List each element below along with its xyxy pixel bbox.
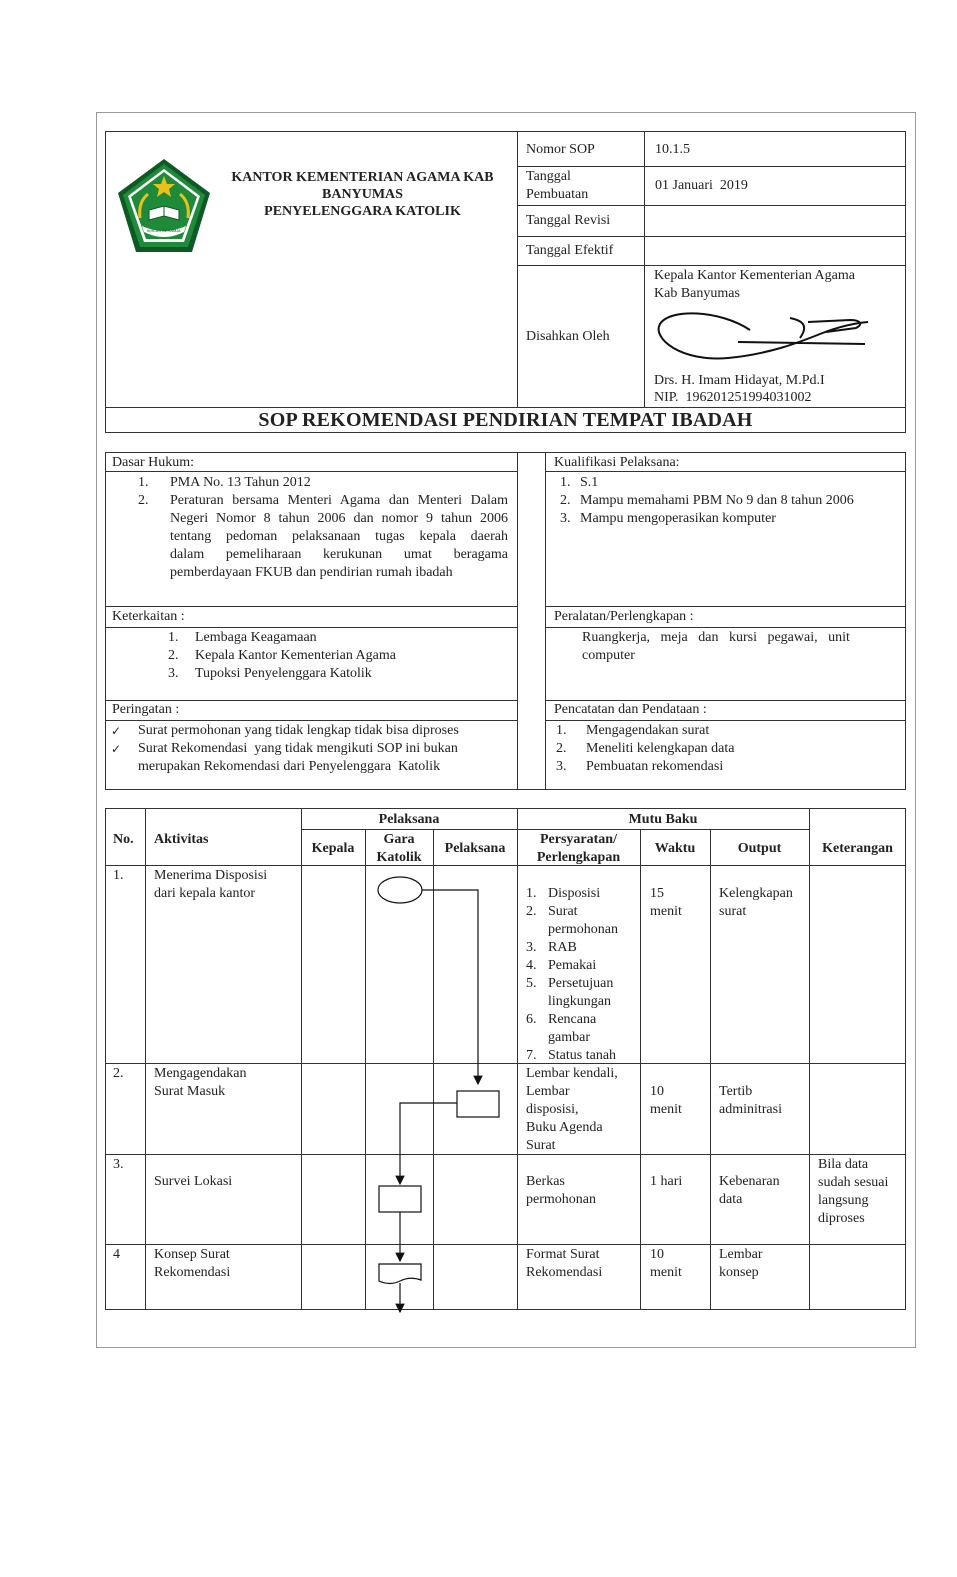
value-tanggal-pembuatan: 01 Januari 2019 <box>655 178 748 193</box>
row-2-output-line-1: Tertib <box>719 1084 753 1099</box>
table-row-4-output <box>719 1246 763 1282</box>
row-3-waktu-line-1: 1 hari <box>650 1174 683 1189</box>
keterkaitan-item-1: Lembaga Keagamaan <box>195 630 317 645</box>
dasar-hukum-item-2-line-4: dalam pemeliharaan kerukunan umat beragama <box>170 547 508 562</box>
pencatatan-num-2: 2. <box>556 741 567 756</box>
header-gara-1: Gara <box>383 832 415 847</box>
peringatan-item-2-cont: merupakan Rekomendasi dari Penyelenggara Katolik <box>138 759 441 774</box>
keterkaitan-item-2: Kepala Kantor Kementerian Agama <box>195 648 396 663</box>
row-3-output-line-2: data <box>719 1192 743 1207</box>
persyaratan-item: Surat <box>548 904 578 919</box>
dasar-hukum-item-2-line-1: Peraturan bersama Menteri Agama dan Menteri Dalam <box>170 493 508 508</box>
row-2-output-line-2: adminitrasi <box>719 1102 782 1117</box>
persyaratan-item: Status tanah <box>548 1048 617 1063</box>
persyaratan-num: 3. <box>526 940 537 955</box>
header-gara-2: Katolik <box>376 850 422 865</box>
row-2-persyaratan-line-3: disposisi, <box>526 1102 579 1117</box>
table-row-1-no: 1. <box>113 868 124 883</box>
header-kepala: Kepala <box>311 841 355 856</box>
peringatan-label: Peringatan : <box>112 702 180 717</box>
table-row-2-output <box>719 1083 782 1119</box>
table-row-2-waktu <box>650 1083 682 1119</box>
kualifikasi-item-1: S.1 <box>580 475 599 490</box>
persyaratan-num: 7. <box>526 1048 537 1063</box>
org-line-2: BANYUMAS <box>322 187 403 202</box>
pencatatan-item-1: Mengagendakan surat <box>586 723 710 738</box>
row-2-persyaratan-line-1: Lembar kendali, <box>526 1066 618 1081</box>
approver-title <box>654 267 855 303</box>
row-4-waktu-line-1: 10 <box>650 1247 664 1262</box>
table-row-4-no: 4 <box>113 1247 120 1262</box>
row-2-aktivitas-line-2: Surat Masuk <box>154 1084 226 1099</box>
row-3-keterangan-line-4: diproses <box>818 1211 865 1226</box>
dasar-hukum-item-2-line-2: Negeri Nomor 8 tahun 2006 dan nomor 9 tahun 2006 <box>170 511 508 526</box>
row-3-persyaratan-line-1: Berkas <box>526 1174 565 1189</box>
table-row-2-persyaratan <box>526 1065 618 1155</box>
persyaratan-item: permohonan <box>548 922 618 937</box>
kualifikasi-num-2: 2. <box>560 493 571 508</box>
row-2-aktivitas-line-1: Mengagendakan <box>154 1066 247 1081</box>
dasar-hukum-item-2 <box>170 492 508 582</box>
label-tanggal-pembuatan-2: Pembuatan <box>526 187 589 202</box>
dasar-hukum-item-1: PMA No. 13 Tahun 2012 <box>170 475 311 490</box>
table-row-3-aktivitas <box>154 1173 232 1191</box>
header-pelaksana-group: Pelaksana <box>378 812 440 827</box>
persyaratan-item: lingkungan <box>548 994 611 1009</box>
table-row-3-waktu <box>650 1173 682 1191</box>
header-gara-katolik <box>365 831 433 867</box>
logo-motto: IKHLAS BERAMAL <box>146 228 182 233</box>
table-row-3-output <box>719 1173 780 1209</box>
org-line-3: PENYELENGGARA KATOLIK <box>264 204 461 219</box>
keterkaitan-item-3: Tupoksi Penyelenggara Katolik <box>195 666 372 681</box>
row-3-keterangan-line-2: sudah sesuai <box>818 1175 889 1190</box>
persyaratan-num: 6. <box>526 1012 537 1027</box>
kualifikasi-item-2: Mampu memahami PBM No 9 dan 8 tahun 2006 <box>580 493 854 508</box>
approver-name: Drs. H. Imam Hidayat, M.Pd.I <box>654 373 825 388</box>
row-1-output-line-2: surat <box>719 904 747 919</box>
kualifikasi-num-3: 3. <box>560 511 571 526</box>
kualifikasi-item-3: Mampu mengoperasikan komputer <box>580 511 776 526</box>
label-nomor-sop: Nomor SOP <box>526 142 595 157</box>
row-2-persyaratan-line-4: Buku Agenda <box>526 1120 603 1135</box>
row-4-persyaratan-line-2: Rekomendasi <box>526 1265 603 1280</box>
header-no: No. <box>113 832 134 847</box>
row-1-output-line-1: Kelengkapan <box>719 886 793 901</box>
table-row-1-aktivitas <box>154 867 267 903</box>
persyaratan-item: RAB <box>548 940 577 955</box>
kemenag-logo <box>116 158 212 256</box>
persyaratan-item: Pemakai <box>548 958 597 973</box>
peralatan-line-2: computer <box>582 648 635 663</box>
peralatan-label: Peralatan/Perlengkapan : <box>554 609 694 624</box>
keterkaitan-num-1: 1. <box>168 630 179 645</box>
keterkaitan-label: Keterkaitan : <box>112 609 185 624</box>
dasar-hukum-label: Dasar Hukum: <box>112 455 195 470</box>
row-4-persyaratan-line-1: Format Surat <box>526 1247 600 1262</box>
keterkaitan-num-2: 2. <box>168 648 179 663</box>
row-4-output-line-1: Lembar <box>719 1247 763 1262</box>
header-aktivitas: Aktivitas <box>154 832 209 847</box>
row-3-aktivitas-line-1: Survei Lokasi <box>154 1174 233 1189</box>
header-persyaratan-2: Perlengkapan <box>536 850 621 865</box>
pencatatan-item-3: Pembuatan rekomendasi <box>586 759 724 774</box>
row-4-aktivitas-line-2: Rekomendasi <box>154 1265 231 1280</box>
table-row-1-waktu <box>650 885 682 921</box>
label-tanggal-revisi: Tanggal Revisi <box>526 213 611 228</box>
row-1-waktu-line-2: menit <box>650 904 682 919</box>
org-name <box>210 169 515 220</box>
dasar-hukum-item-2-line-3: tentang pedoman pelaksanaan tugas kepala daerah <box>170 529 508 544</box>
row-3-keterangan-line-3: langsung <box>818 1193 869 1208</box>
label-tanggal-pembuatan-1: Tanggal <box>526 169 571 184</box>
table-row-4-aktivitas <box>154 1246 230 1282</box>
table-row-1-output <box>719 885 793 921</box>
pencatatan-num-1: 1. <box>556 723 567 738</box>
approver-nip: NIP. 196201251994031002 <box>654 390 812 405</box>
signature <box>650 302 880 372</box>
peringatan-item-2: Surat Rekomendasi yang tidak mengikuti SOP ini bukan <box>138 741 458 756</box>
header-waktu: Waktu <box>654 841 696 856</box>
header-mutu-baku: Mutu Baku <box>628 812 698 827</box>
kualifikasi-num-1: 1. <box>560 475 571 490</box>
pencatatan-item-2: Meneliti kelengkapan data <box>586 741 735 756</box>
label-tanggal-pembuatan <box>526 168 588 204</box>
header-persyaratan <box>517 831 640 867</box>
persyaratan-item: Disposisi <box>548 886 601 901</box>
check-icon: ✓ <box>111 742 122 756</box>
pencatatan-num-3: 3. <box>556 759 567 774</box>
row-1-aktivitas-line-2: dari kepala kantor <box>154 886 256 901</box>
row-3-keterangan-line-1: Bila data <box>818 1157 869 1172</box>
table-row-4-persyaratan <box>526 1246 602 1282</box>
approver-title-2: Kab Banyumas <box>654 286 740 301</box>
persyaratan-num: 5. <box>526 976 537 991</box>
row-1-waktu-line-1: 15 <box>650 886 664 901</box>
peringatan-item-1: Surat permohonan yang tidak lengkap tidak bisa diproses <box>138 723 459 738</box>
persyaratan-item: gambar <box>548 1030 590 1045</box>
table-row-3-persyaratan <box>526 1173 596 1209</box>
header-persyaratan-1: Persyaratan/ <box>540 832 617 847</box>
row-2-waktu-line-2: menit <box>650 1102 682 1117</box>
dasar-hukum-item-2-line-5: pemberdayaan FKUB dan pendirian rumah ibadah <box>170 565 453 580</box>
row-3-output-line-1: Kebenaran <box>719 1174 780 1189</box>
persyaratan-item: Rencana <box>548 1012 597 1027</box>
persyaratan-num: 2. <box>526 904 537 919</box>
persyaratan-num: 4. <box>526 958 537 973</box>
header-pelaksana: Pelaksana <box>444 841 506 856</box>
table-row-2-aktivitas <box>154 1065 247 1101</box>
persyaratan-item: Persetujuan <box>548 976 614 991</box>
persyaratan-num: 1. <box>526 886 537 901</box>
table-row-3-keterangan <box>818 1156 888 1228</box>
header-keterangan: Keterangan <box>822 841 893 856</box>
table-row-3-no: 3. <box>113 1157 124 1172</box>
label-disahkan-oleh: Disahkan Oleh <box>526 329 610 344</box>
approver-title-1: Kepala Kantor Kementerian Agama <box>654 268 855 283</box>
header-output: Output <box>737 841 782 856</box>
label-tanggal-efektif: Tanggal Efektif <box>526 243 614 258</box>
check-icon: ✓ <box>111 724 122 738</box>
table-row-4-waktu <box>650 1246 682 1282</box>
kualifikasi-label: Kualifikasi Pelaksana: <box>554 455 680 470</box>
keterkaitan-num-3: 3. <box>168 666 179 681</box>
row-1-aktivitas-line-1: Menerima Disposisi <box>154 868 268 883</box>
sop-title: SOP REKOMENDASI PENDIRIAN TEMPAT IBADAH <box>258 409 753 431</box>
org-line-1: KANTOR KEMENTERIAN AGAMA KAB <box>231 170 494 185</box>
table-row-2-no: 2. <box>113 1066 124 1081</box>
pencatatan-label: Pencatatan dan Pendataan : <box>554 702 707 717</box>
row-4-waktu-line-2: menit <box>650 1265 682 1280</box>
dasar-hukum-num-2: 2. <box>138 493 149 508</box>
peralatan-line-1: Ruangkerja, meja dan kursi pegawai, unit <box>582 630 850 645</box>
row-2-persyaratan-line-5: Surat <box>526 1138 556 1153</box>
row-2-waktu-line-1: 10 <box>650 1084 664 1099</box>
row-4-aktivitas-line-1: Konsep Surat <box>154 1247 230 1262</box>
row-3-persyaratan-line-2: permohonan <box>526 1192 596 1207</box>
dasar-hukum-num-1: 1. <box>138 475 149 490</box>
row-4-output-line-2: konsep <box>719 1265 759 1280</box>
row-2-persyaratan-line-2: Lembar <box>526 1084 570 1099</box>
value-nomor-sop: 10.1.5 <box>655 142 690 157</box>
